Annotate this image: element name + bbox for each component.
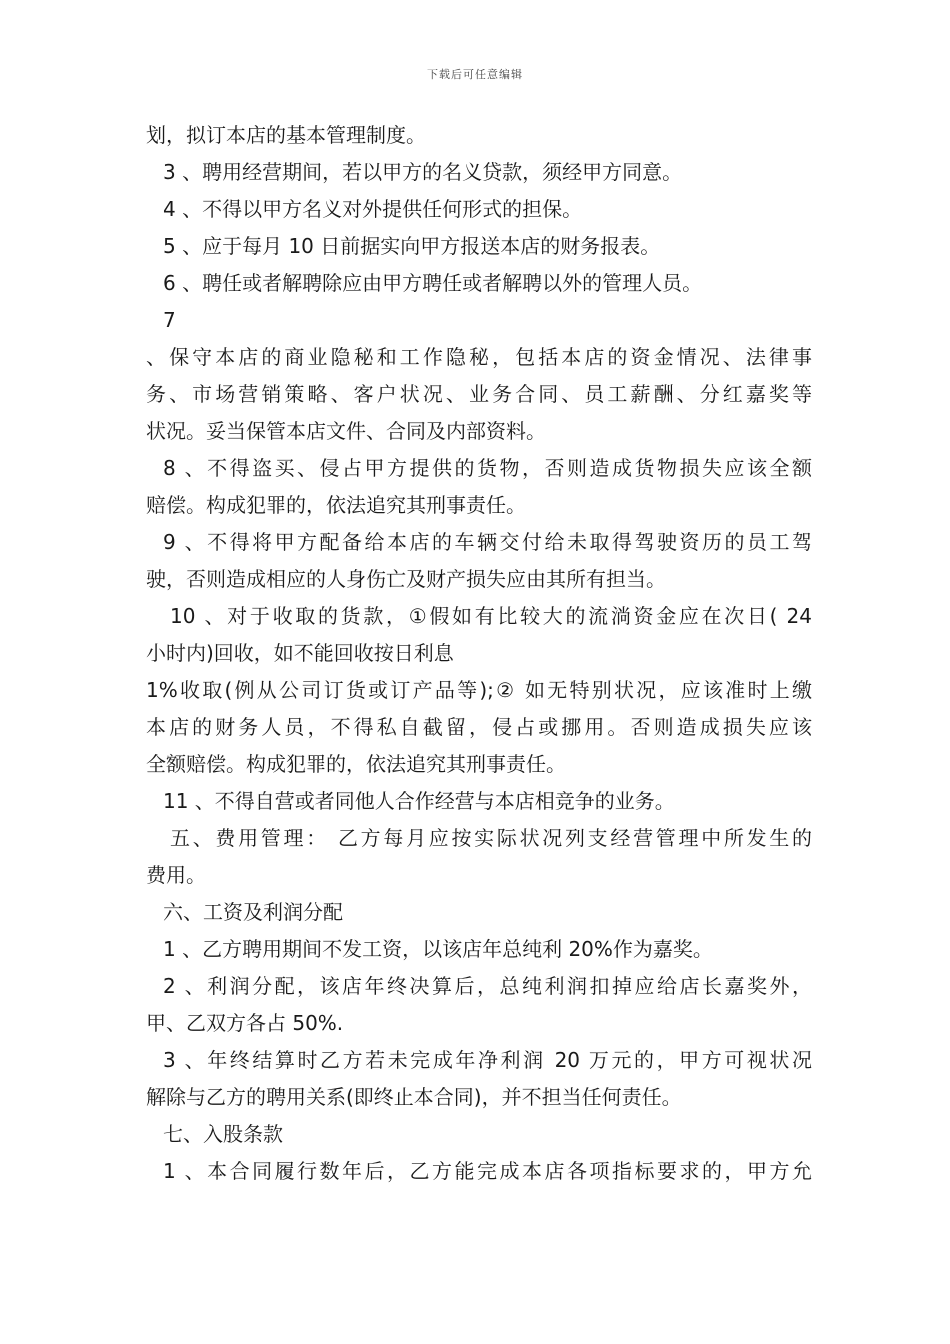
text-line: 本店的财务人员，不得私自截留，侵占或挪用。否则造成损失应该 [146,715,812,739]
section-heading: 七、入股条款 [163,1122,283,1146]
text-line: 3 、年终结算时乙方若未完成年净利润 20 万元的，甲方可视状况 [163,1048,812,1072]
text-line: 费用。 [146,863,206,887]
text-line: 8 、不得盗买、侵占甲方提供的货物，否则造成货物损失应该全额 [163,456,812,480]
text-line: 2 、利润分配，该店年终决算后，总纯利润扣掉应给店长嘉奖外， [163,974,812,998]
text-line: 9 、不得将甲方配备给本店的车辆交付给未取得驾驶资历的员工驾 [163,530,812,554]
text-line: 5 、应于每月 10 日前据实向甲方报送本店的财务报表。 [163,234,661,258]
text-line: 解除与乙方的聘用关系(即终止本合同)，并不担当任何责任。 [146,1085,682,1109]
text-line: 1 、乙方聘用期间不发工资，以该店年总纯利 20%作为嘉奖。 [163,937,713,961]
text-line: 赔偿。构成犯罪的，依法追究其刑事责任。 [146,493,526,517]
text-line: 6 、聘任或者解聘除应由甲方聘任或者解聘以外的管理人员。 [163,271,703,295]
text-line: 小时内)回收，如不能回收按日利息 [146,641,454,665]
text-line: 划，拟订本店的基本管理制度。 [146,123,426,147]
text-line: 全额赔偿。构成犯罪的，依法追究其刑事责任。 [146,752,566,776]
text-line: 五、费用管理： 乙方每月应按实际状况列支经营管理中所发生的 [170,826,812,850]
text-line: 务、市场营销策略、客户状况、业务合同、员工薪酬、分红嘉奖等 [146,382,812,406]
section-heading: 六、工资及利润分配 [163,900,343,924]
page-header: 下载后可任意编辑 [427,68,523,81]
text-line: 状况。妥当保管本店文件、合同及内部资料。 [146,419,546,443]
text-line: 1 、本合同履行数年后，乙方能完成本店各项指标要求的，甲方允 [163,1159,812,1183]
text-line: 3 、聘用经营期间，若以甲方的名义贷款，须经甲方同意。 [163,160,683,184]
text-line: 甲、乙双方各占 50%. [146,1011,344,1035]
text-line: 驶，否则造成相应的人身伤亡及财产损失应由其所有担当。 [146,567,666,591]
text-line: 10 、对于收取的货款，①假如有比较大的流淌资金应在次日( 24 [170,604,812,628]
text-line: 11 、不得自营或者同他人合作经营与本店相竞争的业务。 [163,789,675,813]
text-line: 、保守本店的商业隐秘和工作隐秘，包括本店的资金情况、法律事 [146,345,812,369]
text-line: 7 [163,308,176,332]
text-line: 4 、不得以甲方名义对外提供任何形式的担保。 [163,197,583,221]
text-line: 1%收取(例从公司订货或订产品等);② 如无特别状况，应该准时上缴 [146,678,812,702]
